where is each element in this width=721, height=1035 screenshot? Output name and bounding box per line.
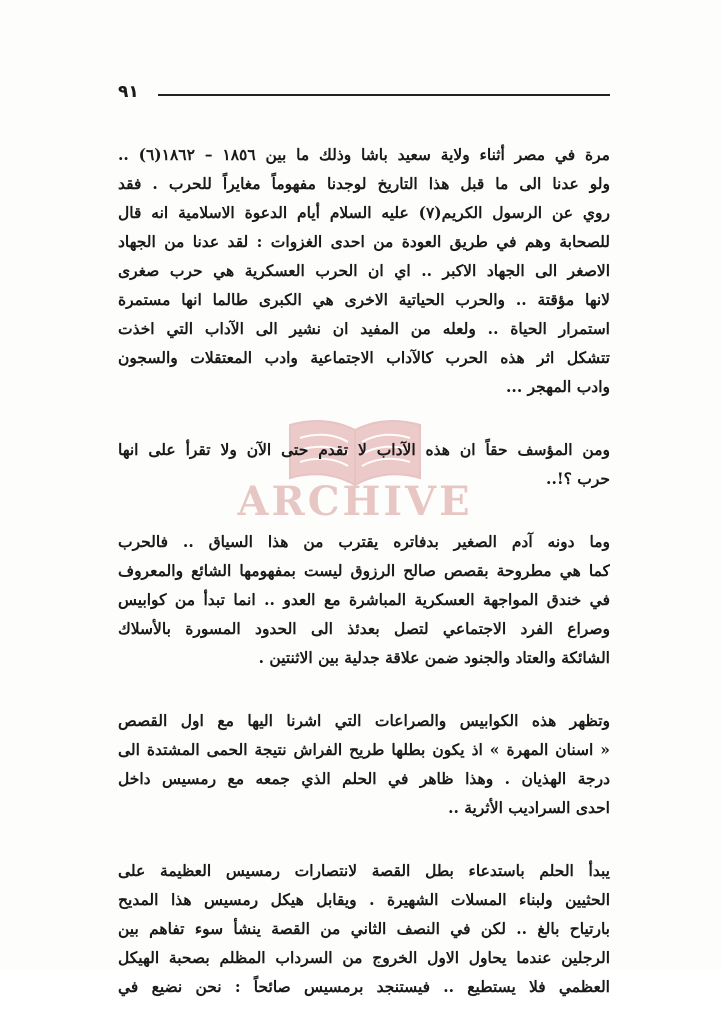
text-line: احدى السراديب الأثرية .. bbox=[448, 798, 610, 817]
text-line: استمرار الحياة .. ولعله من المفيد ان نشير الى الآداب التي اخذت bbox=[118, 319, 610, 338]
page-number: ٩١ bbox=[118, 82, 139, 102]
text-line: حرب ؟!.. bbox=[546, 469, 610, 488]
text-line: الرجلين عندما يحاول الاول الخروج من السرداب المظلم بصحبة الهيكل bbox=[118, 948, 610, 967]
text-line: ومن المؤسف حقاً ان هذه الآداب لا تقدم حتى الآن ولا تقرأ على انها bbox=[118, 440, 610, 459]
text-line: ولو عدنا الى ما قبل هذا التاريخ لوجدنا مفهوماً مغايراً للحرب . فقد bbox=[118, 174, 610, 193]
text-line: الحثيين ولبناء المسلات الشهيرة . ويقابل هيكل رمسيس هذا المديح bbox=[118, 890, 610, 909]
text-line: وتظهر هذه الكوابيس والصراعات التي اشرنا اليها مع اول القصص bbox=[118, 711, 610, 730]
paragraph-2 bbox=[118, 435, 610, 493]
paragraph-4 bbox=[118, 706, 610, 822]
text-line: وما دونه آدم الصغير بدفاتره يقترب من هذا السياق .. فالحرب bbox=[118, 532, 610, 551]
paragraph-1 bbox=[118, 140, 610, 401]
paragraph-5 bbox=[118, 856, 610, 1001]
text-line: « اسنان المهرة » اذ يكون بطلها طريح الفراش نتيجة الحمى المشتدة الى bbox=[118, 740, 610, 759]
text-line: لانها مؤقتة .. والحرب الحياتية الاخرى هي الكبرى طالما انها مستمرة bbox=[118, 290, 610, 309]
text-line: يبدأ الحلم باستدعاء بطل القصة لانتصارات رمسيس العظيمة على bbox=[118, 861, 610, 880]
text-line: الاصغر الى الجهاد الاكبر .. اي ان الحرب العسكرية هي حرب صغرى bbox=[118, 261, 610, 280]
text-line: في خندق المواجهة العسكرية المباشرة مع العدو .. انما تبدأ من كوابيس bbox=[118, 590, 610, 609]
body-text bbox=[118, 140, 610, 1035]
paragraph-3 bbox=[118, 527, 610, 672]
text-line: وصراع الفرد الاجتماعي لتصل بعدئذ الى الحدود المسورة بالأسلاك bbox=[118, 619, 610, 638]
text-line: العظمي فلا يستطيع .. فيستنجد برمسيس صائحاً : نحن نضيع في bbox=[118, 977, 610, 996]
text-line: بارتياح بالغ .. لكن في النصف الثاني من القصة ينشأ سوء تفاهم بين bbox=[118, 919, 610, 938]
watermark-text: ARCHIVE bbox=[237, 478, 473, 525]
text-line: كما هي مطروحة بقصص صالح الرزوق ليست بمفهومها الشائع والمعروف bbox=[118, 561, 610, 580]
text-line: تتشكل اثر هذه الحرب كالآداب الاجتماعية وادب المعتقلات والسجون bbox=[118, 348, 610, 367]
header-rule bbox=[158, 94, 610, 96]
text-line: روي عن الرسول الكريم(٧) عليه السلام أيام الدعوة الاسلامية انه قال bbox=[118, 203, 610, 222]
text-line: الشائكة والعتاد والجنود ضمن علاقة جدلية بين الاثنتين . bbox=[258, 648, 610, 667]
text-line: مرة في مصر أثناء ولاية سعيد باشا وذلك ما بين ١٨٥٦ – ١٨٦٢(٦) .. bbox=[118, 145, 610, 164]
text-line: درجة الهذيان . وهذا ظاهر في الحلم الذي جمعه مع رمسيس داخل bbox=[118, 769, 610, 788]
page-header bbox=[118, 82, 610, 106]
text-line: وادب المهجر ... bbox=[506, 377, 610, 396]
text-line: للصحابة وهم في طريق العودة من احدى الغزوات : لقد عدنا من الجهاد bbox=[118, 232, 610, 251]
